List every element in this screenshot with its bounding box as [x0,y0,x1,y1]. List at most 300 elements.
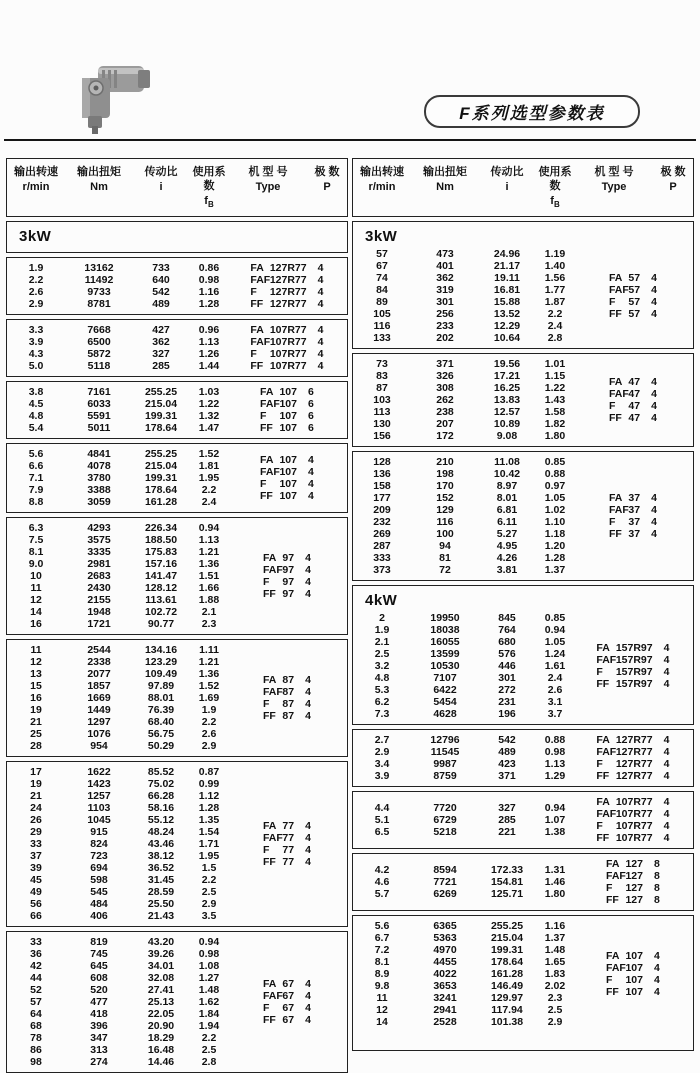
data-cell: 333 [373,552,391,565]
data-cell: 9.8 [374,980,390,993]
data-cell: 28 [30,740,42,753]
data-cell: 0.86 [198,262,220,275]
data-rows [353,358,575,442]
data-cell: 8759 [433,770,457,783]
data-cell: 94 [439,540,451,553]
type-label [260,386,297,398]
type-list [596,734,652,782]
type-label [609,516,640,528]
group-box [352,585,694,725]
data-cell: 215.04 [490,932,524,945]
data-cell: 1.38 [544,826,566,839]
type-model: 107R77 [269,324,307,337]
data-cell: 11545 [430,746,460,759]
data-cell: 12 [376,1004,388,1017]
type-label [606,870,643,882]
data-cell: 1.62 [198,996,220,1009]
data-cell: 1.94 [198,1020,220,1033]
type-model: 57 [628,308,641,321]
type-prefix: FA [608,272,623,285]
data-cell: 4022 [433,968,457,981]
pole-value: 4 [663,642,670,655]
data-cell: 1.29 [544,770,566,783]
type-label [263,686,294,698]
data-cell: 36.52 [147,862,175,875]
data-cell: 7.1 [28,472,44,485]
data-cell: 4.4 [374,802,390,815]
data-cell: 645 [90,960,108,973]
type-model: 107 [279,454,297,467]
data-cell: 68.40 [147,716,175,729]
data-cell: 156 [373,430,391,443]
type-prefix: FAF [596,654,617,667]
pole-value: 4 [317,298,324,311]
pole-value: 4 [651,376,657,389]
section-label: 3kW [19,228,52,246]
group-box [352,853,694,911]
pole-value: 4 [305,978,311,991]
data-cell: 1.16 [544,920,566,933]
pole-value: 4 [651,504,657,517]
data-cell: 172 [436,430,454,443]
data-cell: 2544 [87,644,111,657]
data-cell: 6.81 [496,504,518,517]
type-prefix: FAF [596,808,617,821]
type-label [250,262,306,274]
data-cell: 7.3 [374,708,390,721]
data-cell: 1.32 [198,410,220,423]
type-label [596,796,652,808]
data-rows [353,612,575,720]
data-cell: 1.46 [544,876,566,889]
header-label-en: Type [601,181,627,193]
data-cell: 12.57 [493,406,521,419]
header-cell [229,165,307,211]
data-cell: 5.6 [28,448,44,461]
data-cell: 2.8 [547,332,563,345]
type-label [263,674,294,686]
data-cell: 83 [376,370,388,383]
data-cell: 3.4 [374,758,390,771]
data-cell: 2.3 [547,992,563,1005]
type-model: 107 [625,950,643,963]
group-box [352,451,694,581]
type-model: 127R77 [615,770,653,783]
type-label [606,962,643,974]
type-label [609,528,640,540]
pole-value: 4 [654,950,660,963]
type-model: 67 [282,1002,295,1015]
pole-list [662,734,672,782]
type-block [229,262,347,310]
data-rows [7,386,229,434]
data-cell: 16.48 [147,1044,175,1057]
data-cell: 39.26 [147,948,175,961]
type-prefix: FF [262,856,276,869]
data-cell: 1.66 [198,582,220,595]
data-cell: 8594 [433,864,457,877]
data-cell: 371 [498,770,516,783]
type-label [263,844,294,856]
pole-value: 4 [305,820,311,833]
data-cell: 1.58 [544,406,566,419]
pole-value: 4 [305,844,311,857]
data-cell: 129 [436,504,454,517]
type-label [263,820,294,832]
group-content [353,796,693,844]
header-cell [189,165,229,211]
data-cell: 89 [376,296,388,309]
pole-value: 4 [651,296,657,309]
data-cell: 0.98 [198,948,220,961]
data-cell: 11492 [84,274,114,287]
pole-list [303,674,313,722]
data-cell: 484 [90,898,108,911]
pole-value: 4 [663,666,670,679]
group-content [7,522,347,630]
data-cell: 233 [436,320,454,333]
data-cell: 2.2 [201,874,217,887]
pole-value: 4 [305,710,311,723]
pole-value: 4 [305,1002,311,1015]
type-prefix: FAF [606,962,626,975]
data-rows [7,936,229,1068]
data-cell: 19.56 [493,358,521,371]
data-cell: 1.02 [544,504,566,517]
data-cell: 1.87 [544,296,566,309]
type-block [575,858,693,906]
type-label [596,734,652,746]
data-cell: 1.07 [544,814,566,827]
data-cell: 178.64 [144,484,178,497]
type-block [229,820,347,868]
type-prefix: FA [262,674,277,687]
data-cell: 2 [379,612,385,625]
data-cell: 1.19 [544,248,566,261]
type-block [575,376,693,424]
type-model: 157R97 [615,654,653,667]
data-cell: 745 [90,948,108,961]
data-cell: 25.13 [147,996,175,1009]
data-cell: 113 [373,406,391,419]
data-cell: 9733 [87,286,111,299]
header-label-zh: 机 型 号 [248,166,288,178]
type-block [575,272,693,320]
header-divider [4,139,696,141]
data-cell: 262 [436,394,454,407]
data-cell: 1.80 [544,888,566,901]
type-prefix: F [596,820,603,833]
pole-value: 4 [651,516,657,529]
data-cell: 5.6 [374,920,390,933]
data-cell: 2.2 [28,274,44,287]
data-cell: 608 [90,972,108,985]
data-cell: 308 [436,382,454,395]
pole-value: 4 [317,262,324,275]
pole-value: 4 [305,1014,311,1027]
pole-value: 4 [651,388,657,401]
pole-value: 4 [305,576,311,589]
type-prefix: F [608,400,616,413]
data-cell: 446 [498,660,516,673]
data-cell: 56 [30,898,42,911]
data-cell: 5.0 [28,360,44,373]
type-prefix: F [596,666,603,679]
data-cell: 67 [376,260,388,273]
data-cell: 7.5 [28,534,44,547]
type-prefix: FA [250,324,264,337]
header-cell [65,165,133,211]
data-cell: 85.52 [147,766,175,779]
data-cell: 98 [30,1056,42,1069]
data-cell: 301 [498,672,516,685]
type-model: 37 [628,504,641,517]
data-cell: 81 [439,552,451,565]
type-prefix: FF [608,412,622,425]
data-cell: 576 [498,648,516,661]
data-cell: 26 [30,814,42,827]
type-block [229,386,347,434]
data-cell: 24 [30,802,42,815]
type-prefix: FAF [608,388,629,401]
data-cell: 199.31 [144,472,178,485]
type-model: 67 [282,990,295,1003]
pole-list [316,324,326,372]
type-prefix: FAF [608,504,629,517]
data-cell: 86 [30,1044,42,1057]
data-cell: 37 [30,850,42,863]
type-prefix: FF [262,588,276,601]
type-label [260,422,297,434]
data-cell: 423 [498,758,516,771]
header-label-zh: 输出扭矩 [423,166,467,178]
data-cell: 3388 [87,484,111,497]
data-cell: 1.22 [198,398,220,411]
data-cell: 1045 [87,814,111,827]
type-label [596,746,652,758]
data-cell: 0.94 [544,802,566,815]
data-cell: 10 [30,570,42,583]
pole-value: 8 [654,882,660,895]
data-cell: 2.9 [28,298,44,311]
data-cell: 3.5 [201,910,217,923]
data-cell: 8781 [87,298,111,311]
data-cell: 327 [498,802,516,815]
group-content [7,766,347,922]
header-label-zh: 输出转速 [14,166,58,178]
data-cell: 207 [436,418,454,431]
data-cell: 4628 [433,708,457,721]
data-cell: 11 [30,644,42,657]
pole-value: 4 [651,412,657,425]
data-cell: 28.59 [147,886,175,899]
header-label-zh: 极 数 [660,166,686,178]
data-cell: 128 [373,456,391,469]
data-cell: 6.3 [28,522,44,535]
pole-value: 4 [305,674,311,687]
pole-list [649,492,659,540]
type-label [263,1002,294,1014]
data-rows [7,262,229,310]
data-cell: 362 [152,336,170,349]
type-label [260,478,297,490]
data-cell: 113.61 [145,594,177,607]
data-cell: 489 [152,298,170,311]
type-model: 77 [282,856,295,869]
type-label [596,758,652,770]
data-cell: 18.29 [147,1032,175,1045]
data-cell: 25.50 [147,898,175,911]
data-cell: 255.25 [490,920,524,933]
type-model: 57 [628,272,641,285]
type-model: 127R77 [615,734,653,747]
data-cell: 1.03 [198,386,220,399]
data-cell: 58.16 [147,802,175,815]
data-cell: 6365 [433,920,457,933]
type-label [596,678,652,690]
data-cell: 4.8 [28,410,44,423]
page-title: F系列选型参数表 [459,104,605,123]
type-list [250,324,306,372]
data-cell: 49 [30,886,42,899]
type-model: 127R77 [615,758,653,771]
type-label [263,856,294,868]
data-cell: 1.69 [198,692,220,705]
header-label-en: i [159,181,163,193]
data-cell: 161.28 [490,968,524,981]
header-label-en: r/min [22,181,50,193]
pole-list [662,642,672,690]
type-label [263,978,294,990]
data-cell: 0.85 [544,612,566,625]
pole-list [306,454,316,502]
data-cell: 123.29 [144,656,178,669]
type-prefix: FF [596,770,610,783]
pole-value: 4 [651,284,657,297]
type-prefix: FAF [596,746,617,759]
data-cell: 33 [30,838,42,851]
pole-value: 6 [308,386,314,399]
pole-value: 6 [308,398,314,411]
data-cell: 255.25 [144,386,178,399]
data-cell: 1.08 [198,960,220,973]
data-cell: 3059 [87,496,111,509]
data-cell: 0.94 [544,624,566,637]
group-content [353,858,693,906]
data-cell: 2.9 [374,746,390,759]
data-cell: 1.05 [544,636,566,649]
data-cell: 128.12 [144,582,178,595]
type-prefix: FF [260,422,273,435]
type-prefix: F [262,698,270,711]
data-cell: 134.16 [144,644,178,657]
data-cell: 196 [498,708,516,721]
type-label [596,770,652,782]
type-prefix: F [262,1002,270,1015]
type-label [260,466,297,478]
group-content [353,612,693,720]
header-label-en: Nm [436,181,454,193]
type-label [263,990,294,1002]
data-cell: 15.88 [493,296,521,309]
type-model: 97 [282,588,295,601]
data-cell: 2.8 [201,1056,217,1069]
data-cell: 22.05 [147,1008,175,1021]
data-cell: 2.3 [201,618,217,631]
type-prefix: F [596,758,603,771]
data-cell: 4.6 [374,876,390,889]
header-label-zh: 输出转速 [360,166,404,178]
data-cell: 1.71 [198,838,220,851]
type-model: 37 [628,516,641,529]
data-cell: 2683 [87,570,111,583]
data-cell: 188.50 [144,534,178,547]
data-cell: 542 [498,734,516,747]
data-cell: 477 [90,996,108,1009]
pole-value: 4 [305,564,311,577]
group-content [353,248,693,344]
data-cell: 2.6 [547,684,563,697]
type-list [263,552,294,600]
data-cell: 5363 [433,932,457,945]
data-cell: 640 [152,274,170,287]
type-prefix: FAF [608,284,629,297]
gear-motor-photo-icon [68,56,160,136]
data-cell: 819 [90,936,108,949]
group-content [353,920,693,1028]
data-cell: 1.65 [544,956,566,969]
data-cell: 362 [436,272,454,285]
pole-value: 4 [308,454,314,467]
type-prefix: FA [596,734,610,747]
data-cell: 1.11 [199,644,219,657]
data-cell: 12796 [430,734,460,747]
data-cell: 45 [30,874,42,887]
data-rows [7,644,229,752]
type-prefix: FF [250,360,264,373]
page-header [0,0,700,139]
selection-table [0,158,700,1073]
data-cell: 10.89 [493,418,521,431]
data-cell: 2430 [87,582,111,595]
data-cell: 202 [436,332,454,345]
header-label-en: $f_B$ [550,195,560,210]
type-label [250,274,306,286]
type-list [250,262,306,310]
type-block [575,642,693,690]
data-cell: 6.6 [28,460,44,473]
pole-value: 4 [305,588,311,601]
type-prefix: FA [608,376,623,389]
data-cell: 1449 [87,704,111,717]
data-cell: 1.01 [544,358,566,371]
data-cell: 238 [436,406,454,419]
data-cell: 175.83 [144,546,178,559]
data-cell: 1.28 [198,298,220,311]
data-cell: 16 [30,618,42,631]
data-cell: 170 [436,480,454,493]
data-cell: 6.5 [374,826,390,839]
data-cell: 3.81 [496,564,518,577]
data-cell: 1.36 [198,558,220,571]
data-cell: 1.48 [544,944,566,957]
data-cell: 226.34 [144,522,178,535]
data-cell: 25 [30,728,42,741]
data-cell: 5011 [87,422,111,435]
type-model: 107 [279,478,297,491]
data-cell: 2.02 [544,980,566,993]
type-prefix: FA [606,950,620,963]
